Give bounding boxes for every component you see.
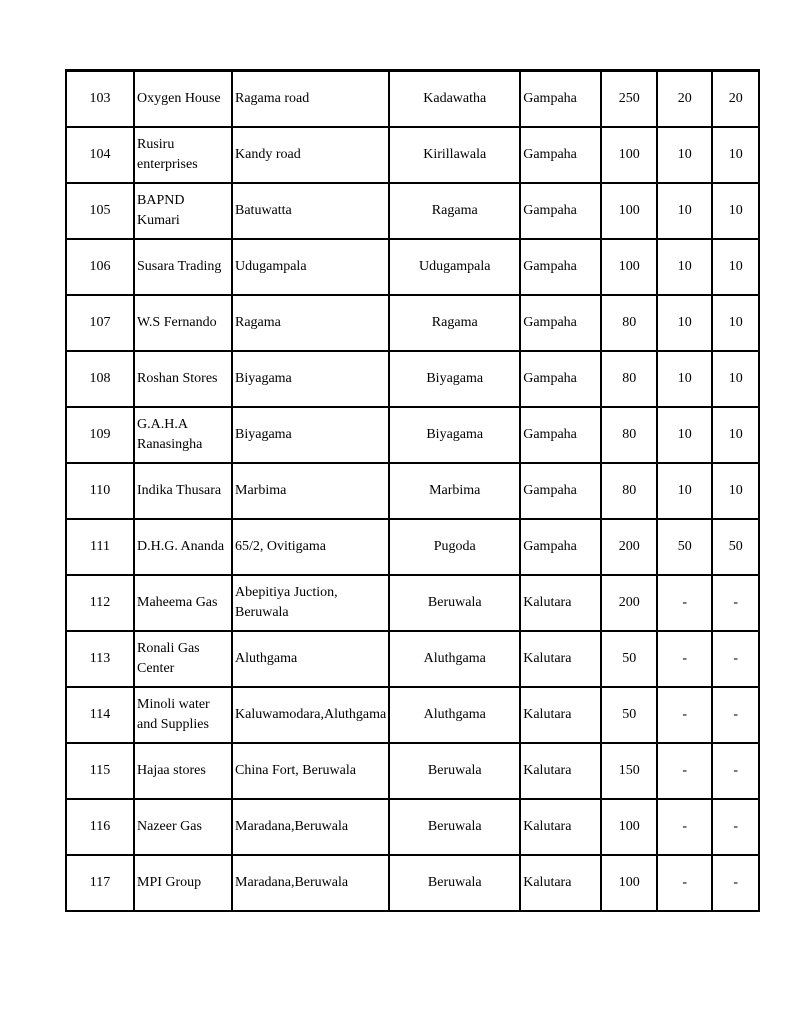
cell-quantity-1: 100 [601, 239, 657, 295]
cell-number: 114 [66, 687, 134, 743]
cell-dealer-name: D.H.G. Ananda [134, 519, 232, 575]
cell-quantity-3: 10 [712, 463, 759, 519]
cell-quantity-2: - [657, 687, 712, 743]
cell-dealer-name: MPI Group [134, 855, 232, 911]
table-row [66, 855, 759, 911]
cell-city: Beruwala [389, 743, 520, 799]
cell-address: Maradana,Beruwala [232, 855, 389, 911]
cell-quantity-1: 100 [601, 127, 657, 183]
cell-number: 106 [66, 239, 134, 295]
table-row [66, 71, 759, 127]
cell-quantity-1: 80 [601, 295, 657, 351]
cell-quantity-2: - [657, 855, 712, 911]
table-row [66, 743, 759, 799]
cell-district: Gampaha [520, 463, 601, 519]
cell-dealer-name: Maheema Gas [134, 575, 232, 631]
cell-quantity-1: 100 [601, 799, 657, 855]
table-row [66, 127, 759, 183]
cell-district: Kalutara [520, 799, 601, 855]
cell-quantity-1: 200 [601, 575, 657, 631]
cell-quantity-3: 10 [712, 295, 759, 351]
cell-quantity-2: - [657, 575, 712, 631]
cell-city: Kirillawala [389, 127, 520, 183]
cell-city: Beruwala [389, 855, 520, 911]
cell-address: Kandy road [232, 127, 389, 183]
cell-district: Gampaha [520, 295, 601, 351]
cell-address: Kaluwamodara,Aluthgama [232, 687, 389, 743]
table-row [66, 799, 759, 855]
cell-quantity-3: 50 [712, 519, 759, 575]
cell-city: Biyagama [389, 351, 520, 407]
cell-district: Gampaha [520, 407, 601, 463]
cell-quantity-1: 50 [601, 631, 657, 687]
cell-number: 109 [66, 407, 134, 463]
cell-quantity-2: 20 [657, 71, 712, 127]
cell-district: Gampaha [520, 519, 601, 575]
cell-dealer-name: Oxygen House [134, 71, 232, 127]
cell-city: Beruwala [389, 575, 520, 631]
cell-number: 115 [66, 743, 134, 799]
table-row [66, 463, 759, 519]
cell-dealer-name: Nazeer Gas [134, 799, 232, 855]
cell-quantity-2: - [657, 631, 712, 687]
table-row [66, 351, 759, 407]
table-row [66, 295, 759, 351]
cell-dealer-name: W.S Fernando [134, 295, 232, 351]
cell-number: 104 [66, 127, 134, 183]
cell-quantity-3: - [712, 631, 759, 687]
cell-quantity-1: 200 [601, 519, 657, 575]
cell-city: Biyagama [389, 407, 520, 463]
cell-quantity-3: 10 [712, 127, 759, 183]
cell-number: 117 [66, 855, 134, 911]
cell-address: Biyagama [232, 351, 389, 407]
table-row [66, 183, 759, 239]
cell-district: Gampaha [520, 183, 601, 239]
cell-city: Marbima [389, 463, 520, 519]
cell-address: Ragama road [232, 71, 389, 127]
cell-quantity-2: 50 [657, 519, 712, 575]
cell-number: 103 [66, 71, 134, 127]
cell-city: Pugoda [389, 519, 520, 575]
cell-dealer-name: Hajaa stores [134, 743, 232, 799]
cell-district: Kalutara [520, 743, 601, 799]
cell-city: Kadawatha [389, 71, 520, 127]
table-row [66, 239, 759, 295]
cell-address: Biyagama [232, 407, 389, 463]
cell-dealer-name: BAPND Kumari [134, 183, 232, 239]
cell-quantity-3: 10 [712, 407, 759, 463]
cell-address: Abepitiya Juction, Beruwala [232, 575, 389, 631]
cell-district: Kalutara [520, 855, 601, 911]
cell-district: Kalutara [520, 631, 601, 687]
cell-quantity-2: 10 [657, 127, 712, 183]
cell-quantity-1: 150 [601, 743, 657, 799]
cell-address: Aluthgama [232, 631, 389, 687]
cell-quantity-3: - [712, 575, 759, 631]
cell-dealer-name: Ronali Gas Center [134, 631, 232, 687]
cell-quantity-3: 10 [712, 183, 759, 239]
cell-quantity-2: - [657, 743, 712, 799]
cell-city: Aluthgama [389, 687, 520, 743]
cell-address: Batuwatta [232, 183, 389, 239]
cell-number: 110 [66, 463, 134, 519]
cell-district: Gampaha [520, 239, 601, 295]
cell-dealer-name: G.A.H.A Ranasingha [134, 407, 232, 463]
table-row [66, 687, 759, 743]
cell-dealer-name: Indika Thusara [134, 463, 232, 519]
cell-quantity-2: 10 [657, 407, 712, 463]
table-row [66, 631, 759, 687]
cell-number: 111 [66, 519, 134, 575]
cell-quantity-3: 10 [712, 351, 759, 407]
cell-address: China Fort, Beruwala [232, 743, 389, 799]
cell-quantity-1: 100 [601, 183, 657, 239]
cell-number: 108 [66, 351, 134, 407]
cell-city: Ragama [389, 183, 520, 239]
table-row [66, 519, 759, 575]
cell-district: Gampaha [520, 351, 601, 407]
cell-quantity-3: - [712, 855, 759, 911]
cell-quantity-2: - [657, 799, 712, 855]
cell-quantity-3: - [712, 743, 759, 799]
cell-city: Udugampala [389, 239, 520, 295]
cell-address: Ragama [232, 295, 389, 351]
cell-district: Gampaha [520, 127, 601, 183]
cell-address: Maradana,Beruwala [232, 799, 389, 855]
cell-address: 65/2, Ovitigama [232, 519, 389, 575]
cell-number: 112 [66, 575, 134, 631]
cell-address: Marbima [232, 463, 389, 519]
cell-number: 113 [66, 631, 134, 687]
table-body [66, 71, 759, 911]
cell-quantity-2: 10 [657, 295, 712, 351]
cell-city: Aluthgama [389, 631, 520, 687]
cell-quantity-1: 80 [601, 463, 657, 519]
dealer-table [65, 69, 760, 912]
cell-quantity-2: 10 [657, 351, 712, 407]
cell-quantity-3: 20 [712, 71, 759, 127]
cell-number: 105 [66, 183, 134, 239]
cell-dealer-name: Rusiru enterprises [134, 127, 232, 183]
cell-dealer-name: Roshan Stores [134, 351, 232, 407]
dealer-table-container [65, 69, 760, 912]
cell-quantity-1: 80 [601, 407, 657, 463]
cell-address: Udugampala [232, 239, 389, 295]
cell-city: Beruwala [389, 799, 520, 855]
cell-quantity-2: 10 [657, 183, 712, 239]
cell-district: Kalutara [520, 575, 601, 631]
cell-number: 107 [66, 295, 134, 351]
cell-quantity-3: - [712, 687, 759, 743]
cell-city: Ragama [389, 295, 520, 351]
cell-dealer-name: Susara Trading [134, 239, 232, 295]
table-row [66, 407, 759, 463]
table-row [66, 575, 759, 631]
cell-number: 116 [66, 799, 134, 855]
cell-quantity-3: 10 [712, 239, 759, 295]
cell-district: Gampaha [520, 71, 601, 127]
cell-quantity-3: - [712, 799, 759, 855]
cell-quantity-1: 250 [601, 71, 657, 127]
cell-quantity-2: 10 [657, 239, 712, 295]
cell-quantity-1: 80 [601, 351, 657, 407]
cell-quantity-1: 50 [601, 687, 657, 743]
cell-quantity-1: 100 [601, 855, 657, 911]
cell-quantity-2: 10 [657, 463, 712, 519]
cell-dealer-name: Minoli water and Supplies [134, 687, 232, 743]
cell-district: Kalutara [520, 687, 601, 743]
